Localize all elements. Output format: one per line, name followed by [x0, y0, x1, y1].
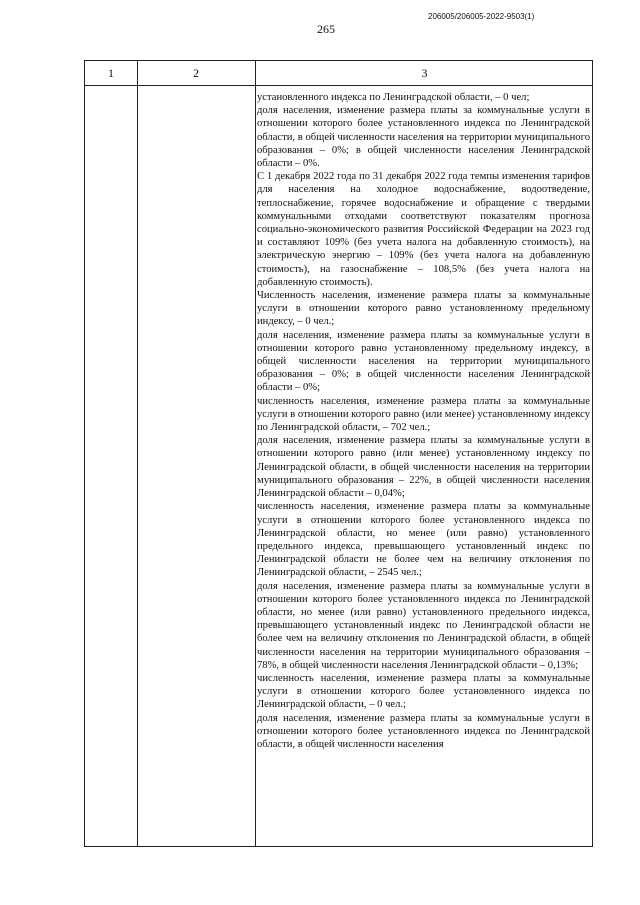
paragraph: Численность населения, изменение размера платы за коммунальные услуги в отношении которого равно установленному предельному индексу, – 0 чел.;	[257, 290, 590, 328]
paragraph: доля населения, изменение размера платы за коммунальные услуги в отношении которого более установленного индекса по Ленинградской области, но менее (или равно) установленного предельного индекса, превышающего установленный индекс по Ленинградской области не более чем на величину отклонения по Ленинградской области, в общей численности населения на территории муниципального образования – 78%, в общей численности населения Ленинградской области – 0,13%;	[257, 580, 590, 671]
paragraph: С 1 декабря 2022 года по 31 декабря 2022 года темпы изменения тарифов для населения на холодное водоснабжение, водоотведение, теплоснабжение, горячее водоснабжение и обращение с твердыми коммунальными отходами соответствуют показателям прогноза социально-экономического развития Российской Федерации на 2023 год и составляют 109% (без учета налога на добавленную стоимость), на электрическую энергию – 109% (без учета налога на добавленную стоимость), на газоснабжение – 108,5% (без учета налога на добавленную стоимость).	[257, 171, 590, 288]
page-number: 265	[317, 22, 335, 36]
document-reference: 206005/206005-2022-9503(1)	[428, 12, 535, 21]
column-3-content	[257, 91, 590, 751]
paragraph: численность населения, изменение размера платы за коммунальные услуги в отношении которого более установленного индекса по Ленинградской области, – 0 чел.;	[257, 672, 590, 711]
paragraph: доля населения, изменение размера платы за коммунальные услуги в отношении которого равно (или менее) установленному индексу по Ленинградской области, в общей численности населения на территории муниципального образования – 22%, в общей численности населения Ленинградской области – 0,04%;	[257, 435, 590, 500]
column-divider-1	[137, 61, 138, 846]
paragraph: установленного индекса по Ленинградской области, – 0 чел;	[257, 92, 530, 103]
column-header-1: 1	[108, 66, 114, 80]
header-divider	[85, 85, 592, 86]
paragraph: численность населения, изменение размера платы за коммунальные услуги в отношении которого более установленного индекса по Ленинградской области, но менее (или равно) установленного предельного индекса, превышающего установленный индекс по Ленинградской области не более чем на величину отклонения по Ленинградской области, – 2545 чел.;	[257, 501, 590, 579]
paragraph: доля населения, изменение размера платы за коммунальные услуги в отношении которого более установленного индекса по Ленинградской области, в общей численности населения	[257, 712, 590, 750]
paragraph: численность населения, изменение размера платы за коммунальные услуги в отношении которого равно (или менее) установленному индексу по Ленинградской области, – 702 чел.;	[257, 395, 590, 434]
paragraph: доля населения, изменение размера платы за коммунальные услуги в отношении которого более установленного индекса по Ленинградской области, в общей численности населения на территории муниципального образования – 0%; в общей численности населения Ленинградской области – 0%.	[257, 105, 590, 170]
paragraph: доля населения, изменение размера платы за коммунальные услуги в отношении которого равно установленному предельному индексу, в общей численности населения на территории муниципального образования – 0%; в общей численности населения Ленинградской области – 0%;	[257, 329, 590, 394]
column-header-2: 2	[193, 66, 199, 80]
column-divider-2	[255, 61, 256, 846]
column-header-3: 3	[421, 66, 428, 80]
